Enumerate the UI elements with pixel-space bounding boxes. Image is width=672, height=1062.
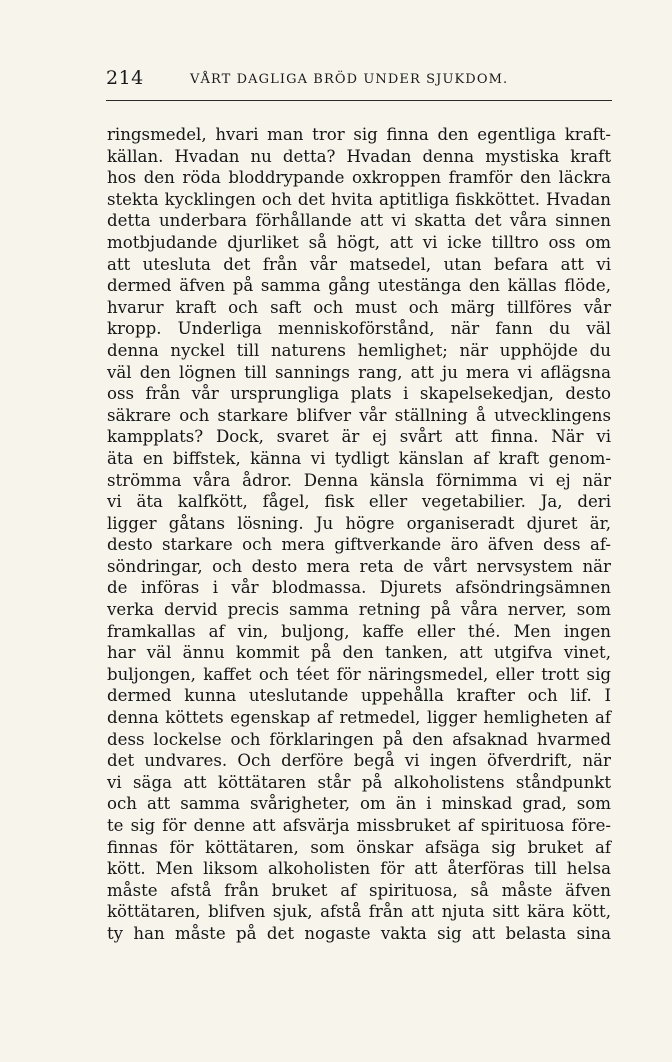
- text-line: denna köttets egenskap af retmedel, ligger hemligheten af: [107, 708, 611, 728]
- text-line: verka dervid precis samma retning på våra nerver, som: [107, 600, 611, 620]
- text-line: måste afstå från bruket af spirituosa, så måste äfven: [107, 880, 611, 900]
- text-line: dess lockelse och förklaringen på den afsaknad hvarmed: [107, 729, 611, 749]
- page-number: 214: [106, 67, 144, 89]
- text-line: denna nyckel till naturens hemlighet; när upphöjde du: [107, 340, 611, 360]
- text-line: buljongen, kaffet och téet för näringsmedel, eller trott sig: [107, 664, 611, 684]
- text-line: framkallas af vin, buljong, kaffe eller thé. Men ingen: [107, 621, 611, 641]
- text-line: dermed kunna uteslutande uppehålla krafter och lif. I: [107, 686, 611, 706]
- text-line: vi äta kalfkött, fågel, fisk eller vegetabilier. Ja, deri: [107, 492, 611, 512]
- text-line: dermed äfven på samma gång utestänga den källas flöde,: [107, 276, 611, 296]
- text-line: kött. Men liksom alkoholisten för att återföras till helsa: [107, 859, 611, 879]
- text-line: att utesluta det från vår matsedel, utan befara att vi: [107, 254, 611, 274]
- page-header: [106, 67, 612, 95]
- text-line: finnas för köttätaren, som önskar afsäga sig bruket af: [107, 837, 611, 857]
- text-line: stekta kycklingen och det hvita aptitliga fiskköttet. Hvadan: [107, 189, 611, 209]
- text-line: hvarur kraft och saft och must och märg tillföres vår: [107, 297, 611, 317]
- text-line: detta underbara förhållande att vi skatta det våra sinnen: [107, 211, 611, 231]
- text-line: te sig för denne att afsvärja missbruket af spirituosa före-: [107, 816, 611, 835]
- text-line: säkrare och starkare blifver vår ställning å utvecklingens: [107, 405, 611, 425]
- text-line: desto starkare och mera giftverkande äro äfven dess af-: [107, 535, 611, 555]
- text-line: köttätaren, blifven sjuk, afstå från att njuta sitt kära kött,: [107, 902, 611, 922]
- text-line: och att samma svårigheter, om än i minskad grad, som: [107, 794, 611, 814]
- text-line: oss från vår ursprungliga plats i skapelsekedjan, desto: [107, 384, 611, 404]
- header-rule: [106, 100, 612, 101]
- text-line: ty han måste på det nogaste vakta sig att belasta sina: [107, 923, 611, 943]
- text-line: motbjudande djurliket så högt, att vi icke tilltro oss om: [107, 232, 611, 252]
- text-line: kampplats? Dock, svaret är ej svårt att finna. När vi: [107, 427, 611, 447]
- text-line: hos den röda bloddrypande oxkroppen framför den läckra: [107, 168, 611, 188]
- text-line: äta en biffstek, känna vi tydligt känslan af kraft genom-: [107, 448, 611, 468]
- text-line: ringsmedel, hvari man tror sig finna den egentliga kraft-: [107, 125, 611, 144]
- text-line: källan. Hvadan nu detta? Hvadan denna mystiska kraft: [107, 146, 611, 166]
- text-line: söndringar, och desto mera reta de vårt nervsystem när: [107, 556, 611, 576]
- text-line: ligger gåtans lösning. Ju högre organiseradt djuret är,: [107, 513, 611, 533]
- running-title: VÅRT DAGLIGA BRÖD UNDER SJUKDOM.: [190, 72, 509, 87]
- text-line: vi säga att köttätaren står på alkoholistens ståndpunkt: [107, 772, 611, 792]
- text-line: de införas i vår blodmassa. Djurets afsöndringsämnen: [107, 578, 611, 598]
- text-line: väl den lögnen till sannings rang, att ju mera vi aflägsna: [107, 362, 611, 382]
- body-text: [107, 124, 611, 945]
- text-line: kropp. Underliga menniskoförstånd, när fann du väl: [107, 319, 611, 339]
- text-line: strömma våra ådror. Denna känsla förnimma vi ej när: [107, 470, 611, 490]
- text-line: det undvares. Och derföre begå vi ingen öfverdrift, när: [107, 751, 611, 771]
- text-line: har väl ännu kommit på den tanken, att utgifva vinet,: [107, 643, 611, 663]
